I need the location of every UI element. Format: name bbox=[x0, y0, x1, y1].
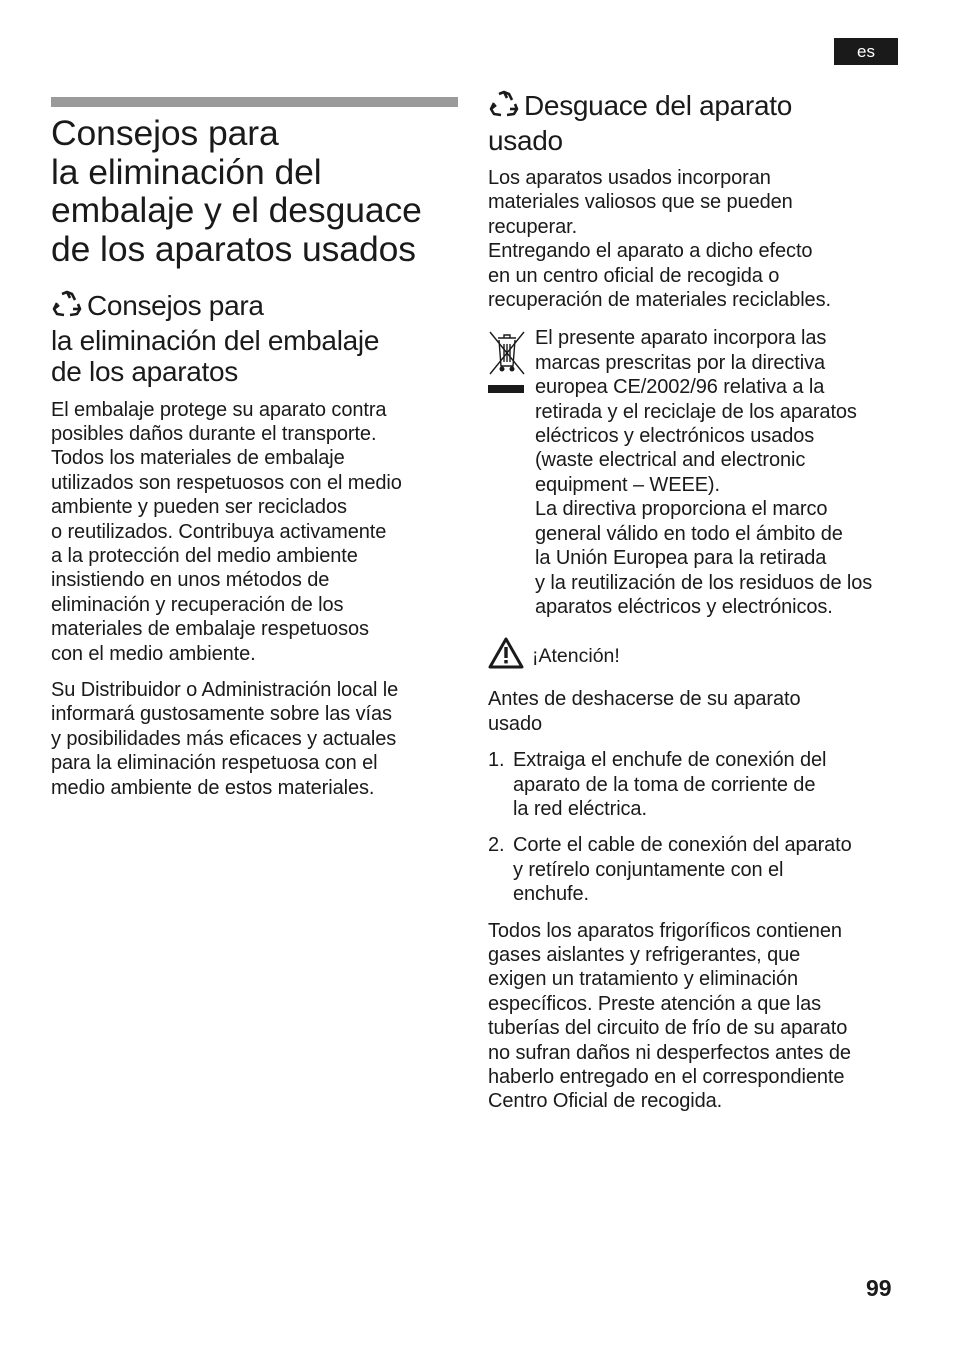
packaging-paragraph-1: El embalaje protege su aparato contra posibles daños durante el transporte. Todos los materiales de embalaje utilizados son respetuosos con el medio ambiente y pueden ser reciclados o reutilizados. Contribuya activamente a la protección del medio ambiente insistiendo en unos métodos de eliminación y recuperación de los materiales de embalaje respetuosos con el medio ambiente. bbox=[51, 398, 402, 665]
attention-heading bbox=[488, 637, 908, 675]
disposal-section-title-text: Desguace del aparato usado bbox=[488, 90, 792, 156]
disposal-section-title bbox=[488, 90, 908, 156]
crossed-bin-icon bbox=[488, 328, 526, 393]
attention-label: ¡Atención! bbox=[532, 644, 620, 667]
step-1-number: 1. bbox=[488, 749, 505, 772]
language-tab bbox=[834, 38, 898, 65]
step-1-text: Extraiga el enchufe de conexión del aparato de la toma de corriente de la red eléctrica. bbox=[513, 749, 827, 820]
page-title: Consejos para la eliminación del embalaje y el desguace de los aparatos usados bbox=[51, 113, 422, 269]
header-rule bbox=[51, 97, 458, 107]
before-disposal-text: Antes de deshacerse de su aparato usado bbox=[488, 688, 801, 735]
left-column bbox=[51, 114, 461, 800]
page-number: 99 bbox=[866, 1275, 892, 1301]
packaging-section-title bbox=[51, 290, 461, 388]
step-2-text: Corte el cable de conexión del aparato y retírelo conjuntamente con el enchufe. bbox=[513, 834, 852, 906]
step-2-number: 2. bbox=[488, 834, 505, 857]
step-1 bbox=[488, 748, 908, 821]
recycle-icon bbox=[51, 290, 83, 325]
closing-paragraph: Todos los aparatos frigoríficos contienen gases aislantes y refrigerantes, que exigen un tratamiento y eliminación específicos. Preste atención a que las tuberías del circuito de frío de su aparato no sufran daños ni desperfectos antes de haberlo entregado en el correspondiente Centro Oficial de recogida. bbox=[488, 919, 851, 1113]
recycle-icon bbox=[488, 90, 520, 125]
packaging-paragraph-2: Su Distribuidor o Administración local le informará gustosamente sobre las vías y posibilidades más eficaces y actuales para la eliminación respetuosa con el medio ambiente de estos materiales. bbox=[51, 678, 399, 799]
weee-notice bbox=[488, 326, 908, 619]
language-tab-label: es bbox=[857, 41, 875, 61]
warning-triangle-icon bbox=[488, 637, 524, 675]
step-2 bbox=[488, 833, 908, 906]
right-column bbox=[488, 90, 908, 1114]
disposal-intro: Los aparatos usados incorporan materiales valiosos que se pueden recuperar. Entregando el aparato a dicho efecto en un centro oficial de recogida o recuperación de materiales reciclables. bbox=[488, 167, 831, 312]
packaging-section-title-text: Consejos para la eliminación del embalaje de los aparatos bbox=[51, 290, 380, 387]
weee-marking-bar bbox=[488, 385, 524, 393]
weee-text: El presente aparato incorpora las marcas prescritas por la directiva europea CE/2002/96 relativa a la retirada y el reciclaje de los aparatos eléctricos y electrónicos usados (waste electrical and electronic equipment – WEEE). La directiva proporciona el marco general válido en todo el ámbito de la Unión Europea para la retirada y la reutilización de los residuos de los aparatos eléctricos y electrónicos. bbox=[535, 327, 873, 618]
